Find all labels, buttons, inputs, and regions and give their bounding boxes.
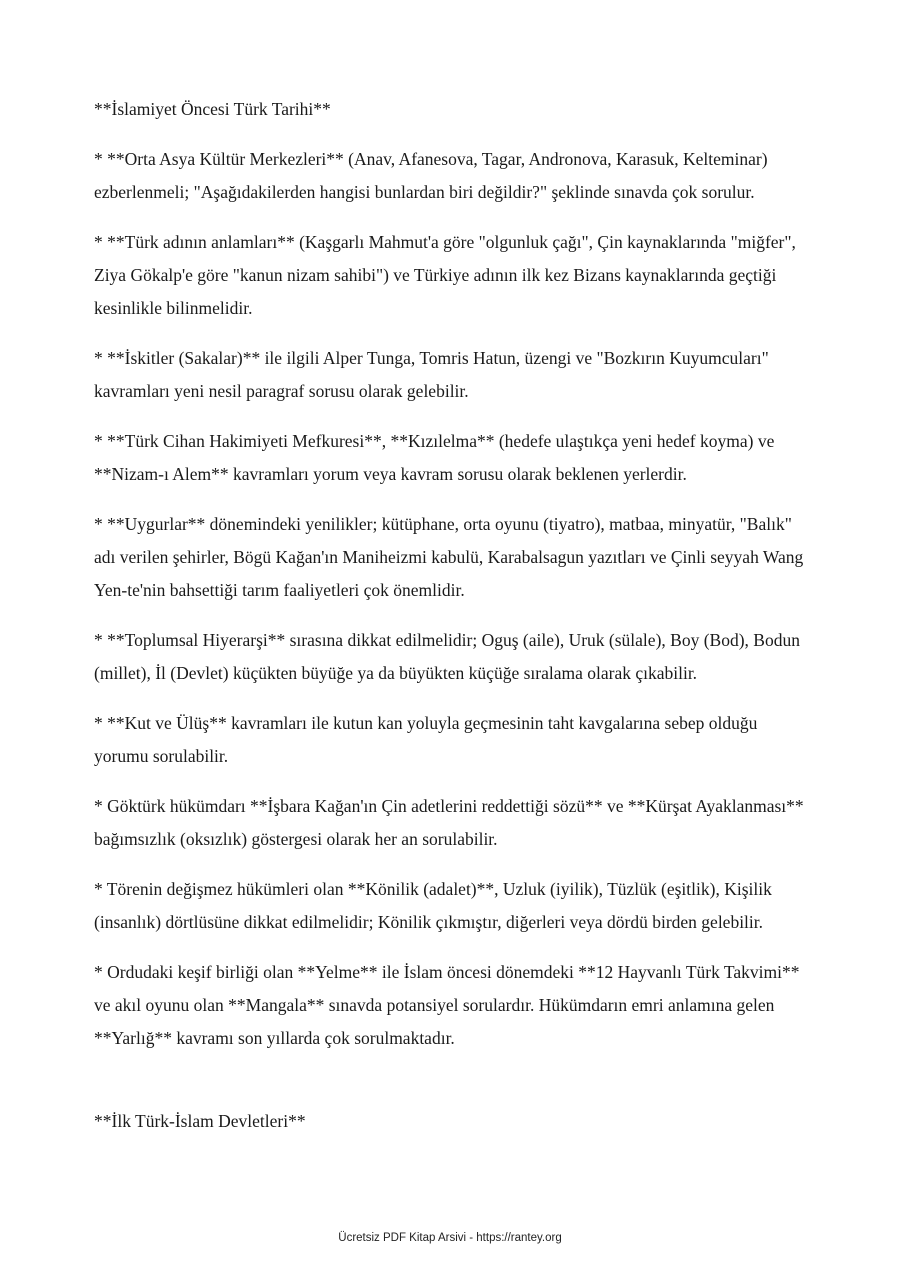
- paragraph-kut-ulus: * **Kut ve Ülüş** kavramları ile kutun kan yoluyla geçmesinin taht kavgalarına sebep olduğu yorumu sorulabilir.: [94, 713, 758, 766]
- paragraph-central-asia-culture: * **Orta Asya Kültür Merkezleri** (Anav, Afanesova, Tagar, Andronova, Karasuk, Kelteminar) ezberlenmeli; "Aşağıdakilerden hangisi bunlardan biri değildir?" şeklinde sınavda çok sorulur.: [94, 149, 768, 202]
- paragraph-social-hierarchy: * **Toplumsal Hiyerarşi** sırasına dikkat edilmelidir; Oguş (aile), Uruk (sülale), Boy (Bod), Bodun (millet), İl (Devlet) küçükten büyüğe ya da büyükten küçüğe sıralama olarak çıkabilir.: [94, 630, 800, 683]
- page-footer: Ücretsiz PDF Kitap Arsivi - https://rantey.org: [338, 1232, 562, 1244]
- paragraph-scythians: * **İskitler (Sakalar)** ile ilgili Alper Tunga, Tomris Hatun, üzengi ve "Bozkırın Kuyumcuları" kavramları yeni nesil paragraf sorusu olarak gelebilir.: [94, 348, 769, 401]
- paragraph-turk-name-meanings: * **Türk adının anlamları** (Kaşgarlı Mahmut'a göre "olgunluk çağı", Çin kaynaklarında "miğfer", Ziya Gökalp'e göre "kanun nizam sahibi") ve Türkiye adının ilk kez Bizans kaynaklarında geçtiği kesinlikle bilinmelidir.: [94, 232, 796, 318]
- paragraph-uyghurs: * **Uygurlar** dönemindeki yenilikler; kütüphane, orta oyunu (tiyatro), matbaa, minyatür, "Balık" adı verilen şehirler, Bögü Kağan'ın Maniheizmi kabulü, Karabalsagun yazıtları ve Çinli seyyah Wang Yen-te'nin bahsettiği tarım faaliyetleri çok önemlidir.: [94, 514, 804, 600]
- paragraph-tore-rules: * Törenin değişmez hükümleri olan **Könilik (adalet)**, Uzluk (iyilik), Tüzlük (eşitlik), Kişilik (insanlık) dörtlüsüne dikkat edilmelidir; Könilik çıkmıştır, diğerleri veya dördü birden gelebilir.: [94, 879, 772, 932]
- section-heading-pre-islamic: **İslamiyet Öncesi Türk Tarihi**: [94, 99, 331, 119]
- paragraph-isbara-kursat: * Göktürk hükümdarı **İşbara Kağan'ın Çin adetlerini reddettiği sözü** ve **Kürşat Ayaklanması** bağımsızlık (oksızlık) göstergesi olarak her an sorulabilir.: [94, 796, 804, 849]
- paragraph-yelme-calendar: * Ordudaki keşif birliği olan **Yelme** ile İslam öncesi dönemdeki **12 Hayvanlı Türk Takvimi** ve akıl oyunu olan **Mangala** sınavda potansiyel sorulardır. Hükümdarın emri anlamına gelen **Yarlığ** kavramı son yıllarda çok sorulmaktadır.: [94, 962, 800, 1048]
- section-heading-first-turkish-islamic: **İlk Türk-İslam Devletleri**: [94, 1111, 306, 1131]
- paragraph-world-domination-ideal: * **Türk Cihan Hakimiyeti Mefkuresi**, **Kızılelma** (hedefe ulaştıkça yeni hedef koyma) ve **Nizam-ı Alem** kavramları yorum veya kavram sorusu olarak beklenen yerlerdir.: [94, 431, 775, 484]
- document-page: [94, 93, 806, 1138]
